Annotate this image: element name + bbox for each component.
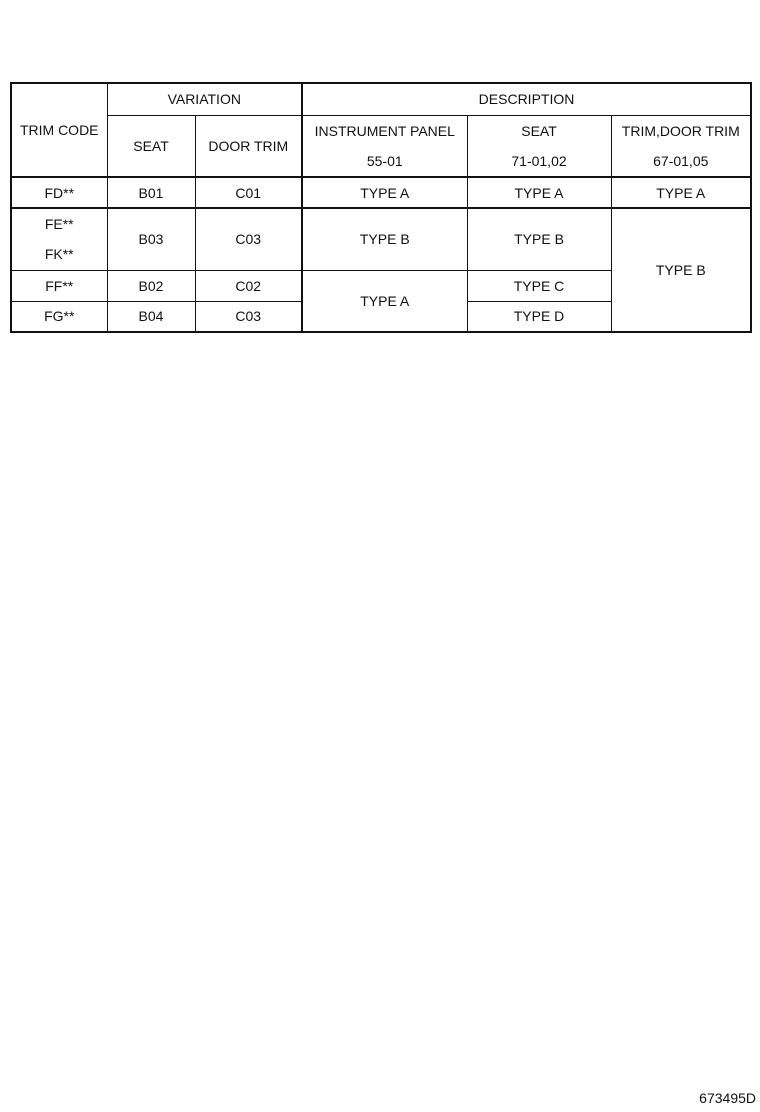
instrument-panel-cell: TYPE B [302,208,467,270]
header-description-seat-label: SEAT [521,122,557,139]
trim-code-cell [11,208,107,270]
trim-variation-table [10,82,752,333]
table-row [11,208,751,270]
header-description-seat-code: 71-01,02 [511,152,567,169]
variation-door-trim-cell: C03 [195,301,302,332]
instrument-panel-cell: TYPE A [302,270,467,332]
trim-code-fk: FK** [44,246,74,263]
header-door-trim: DOOR TRIM [195,115,302,177]
trim-door-trim-cell: TYPE A [611,177,751,208]
header-variation-seat: SEAT [107,115,195,177]
header-trim-door-trim-code: 67-01,05 [653,152,709,169]
header-variation: VARIATION [107,83,302,115]
figure-id: 673495D [699,1090,756,1106]
instrument-panel-cell: TYPE A [302,177,467,208]
trim-code-cell: FD** [11,177,107,208]
header-instrument-panel [302,115,467,177]
header-instrument-panel-code: 55-01 [366,152,403,169]
variation-seat-cell: B01 [107,177,195,208]
header-trim-code: TRIM CODE [11,83,107,177]
header-trim-door-trim [611,115,751,177]
header-trim-door-trim-label: TRIM,DOOR TRIM [621,122,740,139]
trim-code-cell: FG** [11,301,107,332]
header-description-seat [467,115,611,177]
header-instrument-panel-label: INSTRUMENT PANEL [314,122,455,139]
description-seat-cell: TYPE D [467,301,611,332]
table-row [11,177,751,208]
trim-code-fe: FE** [44,216,74,233]
description-seat-cell: TYPE B [467,208,611,270]
variation-seat-cell: B02 [107,270,195,301]
variation-door-trim-cell: C02 [195,270,302,301]
description-seat-cell: TYPE C [467,270,611,301]
variation-door-trim-cell: C03 [195,208,302,270]
variation-door-trim-cell: C01 [195,177,302,208]
trim-code-cell: FF** [11,270,107,301]
header-description: DESCRIPTION [302,83,751,115]
variation-seat-cell: B03 [107,208,195,270]
description-seat-cell: TYPE A [467,177,611,208]
trim-door-trim-cell: TYPE B [611,208,751,332]
variation-seat-cell: B04 [107,301,195,332]
